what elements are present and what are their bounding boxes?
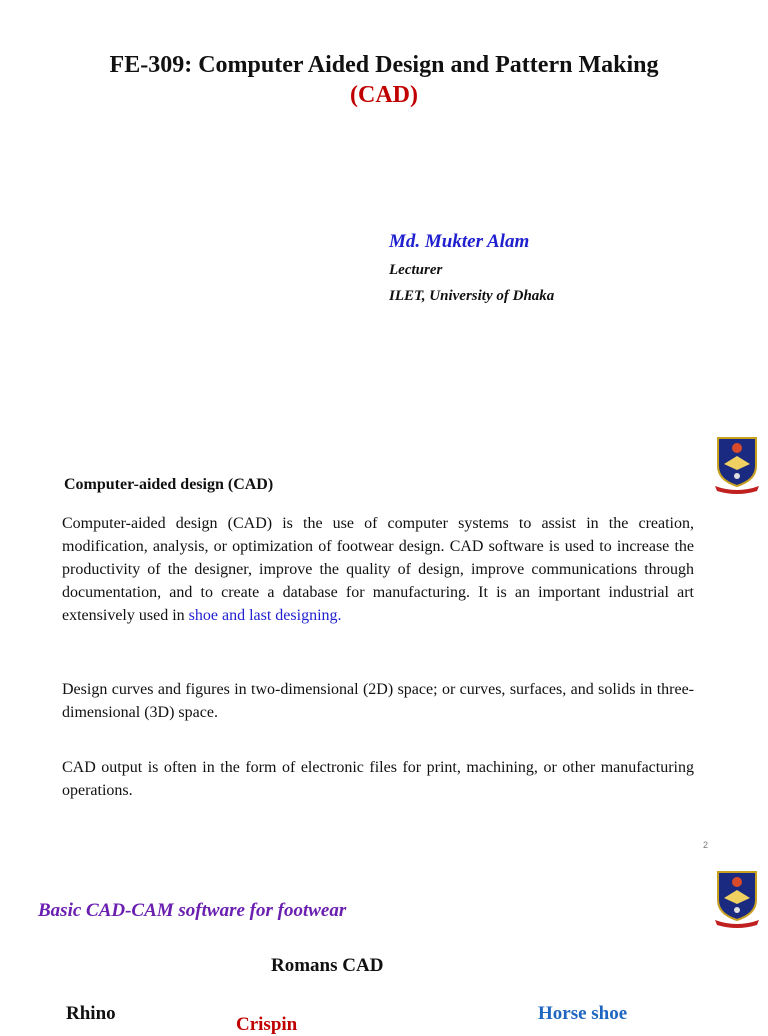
software-heading: Basic CAD-CAM software for footwear (38, 900, 347, 921)
paragraph-cad-output: CAD output is often in the form of electronic files for print, machining, or other manufacturing operations. (62, 759, 694, 799)
software-item-rhino: Rhino (66, 1003, 116, 1024)
paragraph-definition (62, 512, 694, 627)
software-item-crispin: Crispin (236, 1014, 298, 1035)
paragraph-definition-text: Computer-aided design (CAD) is the use of computer systems to assist in the creation, modification, analysis, or optimization of footwear design. CAD software is used to increase the productivity of the designer, improve the quality of design, improve communications through documentation, and to create a database for manufacturing. It is an important industrial art extensively used in (62, 515, 694, 624)
course-title: FE-309: Computer Aided Design and Pattern Making (109, 52, 659, 78)
author-name: Md. Mukter Alam (389, 231, 530, 252)
software-item-horse-shoe: Horse shoe (538, 1003, 628, 1024)
author-affiliation: ILET, University of Dhaka (389, 288, 555, 304)
page-number: 2 (702, 840, 708, 850)
paragraph-design-curves: Design curves and figures in two-dimensional (2D) space; or curves, surfaces, and solids in three-dimensional (3D) space. (62, 681, 694, 721)
university-crest-logo (712, 434, 762, 494)
course-subtitle: (CAD) (350, 82, 418, 108)
author-block (389, 230, 554, 310)
shoe-last-designing-link[interactable]: shoe and last designing. (188, 607, 342, 624)
author-role: Lecturer (389, 262, 443, 278)
slide-title (0, 50, 768, 110)
software-item-romans-cad: Romans CAD (271, 955, 384, 976)
university-crest-logo (712, 868, 762, 928)
section-heading: Computer-aided design (CAD) (64, 476, 274, 493)
